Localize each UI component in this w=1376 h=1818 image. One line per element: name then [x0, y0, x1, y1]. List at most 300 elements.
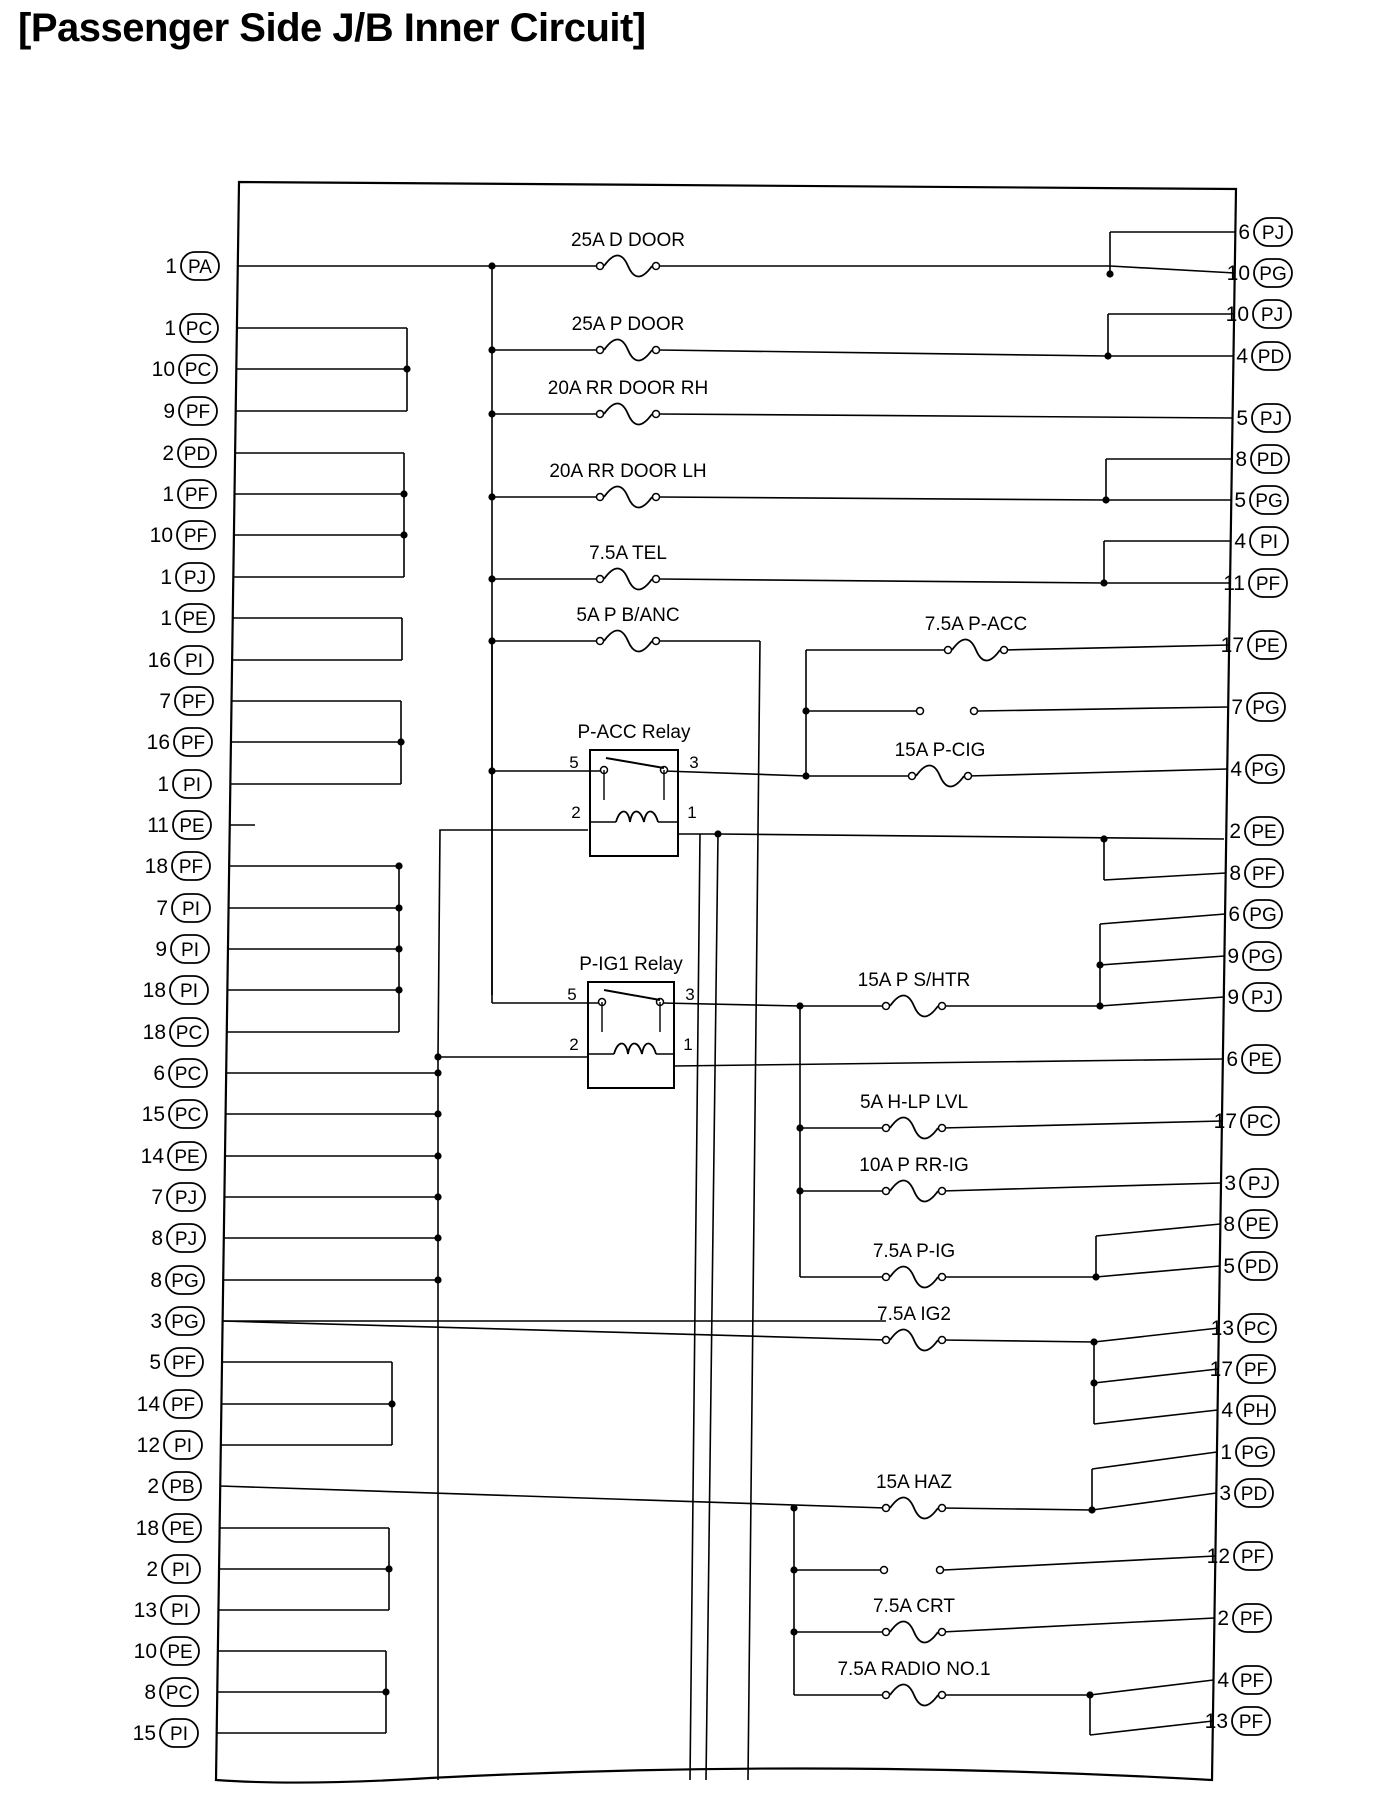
wire	[1100, 997, 1224, 1006]
fuse-terminal	[965, 773, 972, 780]
connector-code: PD	[1257, 347, 1285, 368]
fuse-label: 7.5A RADIO NO.1	[837, 1659, 991, 1680]
junction-dot	[1100, 579, 1107, 586]
junction-dot	[790, 1566, 797, 1573]
wire	[1096, 1266, 1220, 1277]
junction-dot	[403, 365, 410, 372]
wire	[1104, 873, 1226, 880]
connector-code: PE	[169, 1519, 195, 1540]
fuse-symbol	[890, 1622, 938, 1643]
right-terminal	[1226, 1045, 1280, 1073]
left-terminal	[147, 811, 211, 839]
wire	[718, 834, 1224, 839]
pin-number: 5	[1234, 489, 1246, 512]
connector-code: PE	[179, 816, 205, 837]
fuse-symbol	[604, 340, 652, 361]
pin-number: 4	[1236, 345, 1248, 368]
pin-number: 15	[132, 1722, 156, 1745]
wire	[968, 769, 1227, 776]
fuse-symbol	[952, 640, 1000, 661]
connector-code: PF	[171, 1353, 197, 1374]
pin-number: 6	[1238, 221, 1250, 244]
connector-code: PJ	[1250, 988, 1274, 1009]
junction-dot	[790, 1628, 797, 1635]
left-terminal	[150, 1307, 204, 1335]
pin-number: 2	[147, 1475, 159, 1498]
wire	[1094, 1410, 1218, 1424]
fuse-terminal	[653, 411, 660, 418]
connector-code: PF	[181, 692, 207, 713]
pin-number: 1	[164, 317, 176, 340]
junction-dot	[1106, 270, 1113, 277]
wire	[1090, 1680, 1214, 1695]
relay-label: P-IG1 Relay	[579, 954, 683, 975]
junction-dot	[790, 1504, 797, 1511]
connector-code: PD	[1244, 1257, 1272, 1278]
left-terminal	[143, 976, 208, 1004]
junction-dot	[1100, 835, 1107, 842]
fuse-terminal	[653, 494, 660, 501]
junction-dot	[488, 410, 495, 417]
junction-dot	[714, 830, 721, 837]
right-terminal	[1234, 486, 1288, 514]
pin-number: 14	[136, 1393, 160, 1416]
left-terminal	[156, 894, 210, 922]
pin-number: 18	[144, 855, 168, 878]
fuse-label: 5A H-LP LVL	[859, 1092, 969, 1113]
connector-code: PC	[174, 1064, 202, 1085]
relay-pin: 2	[569, 1035, 579, 1054]
connector-code: PI	[183, 775, 201, 796]
relay-pin: 3	[689, 753, 699, 772]
left-terminal	[141, 1142, 206, 1170]
wire	[944, 1556, 1215, 1570]
relay-coil	[616, 812, 658, 823]
pin-number: 4	[1230, 758, 1242, 781]
wire	[664, 771, 806, 776]
left-terminal	[134, 1596, 199, 1624]
fuse-terminal	[653, 576, 660, 583]
junction-dot	[434, 1234, 441, 1241]
pin-number: 18	[135, 1517, 159, 1540]
connector-code: PG	[1252, 698, 1280, 719]
pin-number: 8	[150, 1269, 162, 1292]
pin-number: 7	[1231, 696, 1243, 719]
connector-code: PC	[1243, 1319, 1271, 1340]
connector-code: PE	[174, 1147, 200, 1168]
junction-dot	[488, 346, 495, 353]
relay-pin: 5	[567, 985, 577, 1004]
connector-code: PI	[171, 1601, 189, 1622]
pin-number: 8	[1223, 1213, 1235, 1236]
junction-dot	[395, 986, 402, 993]
fuse-symbol	[890, 1498, 938, 1519]
pin-number: 1	[160, 566, 172, 589]
fuse	[945, 640, 1008, 661]
fuse	[597, 631, 660, 652]
right-terminal	[1224, 1169, 1278, 1197]
pin-number: 4	[1221, 1399, 1233, 1422]
relay	[588, 982, 674, 1088]
jb-frame	[216, 182, 1236, 1783]
junction-dot	[434, 1276, 441, 1283]
junction-dot	[796, 1187, 803, 1194]
relay-feed-wire	[706, 834, 718, 1780]
fuse-symbol	[890, 1330, 938, 1351]
junction-dot	[796, 1002, 803, 1009]
pin-number: 10	[1225, 303, 1249, 326]
left-terminal	[145, 852, 210, 880]
fuse	[883, 1498, 946, 1519]
left-terminal	[151, 1183, 205, 1211]
right-terminal	[1238, 218, 1292, 246]
connector-code: PJ	[174, 1188, 198, 1209]
right-terminal	[1205, 1707, 1270, 1735]
left-terminal	[149, 1348, 203, 1376]
right-terminal	[1229, 817, 1283, 845]
connector-code: PG	[1251, 760, 1279, 781]
pin-number: 15	[141, 1103, 165, 1126]
connector-code: PH	[1242, 1401, 1270, 1422]
fuse-terminal	[1001, 647, 1008, 654]
connector-code: PC	[185, 319, 213, 340]
fuse-label: 7.5A CRT	[872, 1596, 956, 1617]
wire	[1094, 1369, 1218, 1383]
wire	[1004, 645, 1229, 650]
junction-dot	[434, 1193, 441, 1200]
fuse-symbol	[890, 996, 938, 1017]
connector-code: PG	[171, 1271, 199, 1292]
connector-code: PJ	[1247, 1174, 1271, 1195]
connector-code: PI	[182, 899, 200, 920]
connector-code: PI	[172, 1560, 190, 1581]
vertical-wire	[690, 834, 700, 1780]
relay	[590, 750, 678, 856]
relay-pin: 1	[687, 803, 697, 822]
right-terminal	[1223, 1252, 1277, 1280]
junction-dot	[395, 862, 402, 869]
fuse-symbol	[890, 1267, 938, 1288]
junction-dot	[488, 493, 495, 500]
connector-code: PF	[1240, 1547, 1266, 1568]
switch-contact	[881, 1567, 888, 1574]
left-terminal	[152, 355, 217, 383]
right-terminal	[1221, 1396, 1275, 1424]
connector-code: PJ	[1259, 409, 1283, 430]
fuse-terminal	[883, 1692, 890, 1699]
junction-dot	[488, 637, 495, 644]
fuse-symbol	[890, 1181, 938, 1202]
left-terminal	[160, 563, 214, 591]
right-terminal	[1220, 1438, 1274, 1466]
fuse-label: 20A RR DOOR LH	[549, 461, 707, 482]
pin-number: 4	[1217, 1669, 1229, 1692]
connector-code: PB	[169, 1477, 195, 1498]
pin-number: 7	[156, 897, 168, 920]
fuse-terminal	[883, 1125, 890, 1132]
connector-code: PF	[178, 857, 204, 878]
relay-pin: 1	[683, 1035, 693, 1054]
pin-number: 10	[149, 524, 173, 547]
fuse-label: 7.5A IG2	[877, 1304, 951, 1325]
pin-number: 5	[149, 1351, 161, 1374]
pin-number: 1	[157, 773, 169, 796]
pin-number: 5	[1236, 407, 1248, 430]
fuse-terminal	[653, 263, 660, 270]
right-terminal	[1235, 445, 1289, 473]
pin-number: 12	[1206, 1545, 1230, 1568]
junction-dot	[397, 738, 404, 745]
connector-code: PF	[1251, 864, 1277, 885]
fuse-terminal	[597, 411, 604, 418]
right-terminal	[1210, 1355, 1275, 1383]
fuse-label: 10A P RR-IG	[859, 1155, 969, 1176]
junction-dot	[395, 904, 402, 911]
connector-code: PE	[167, 1642, 193, 1663]
connector-code: PJ	[1261, 223, 1285, 244]
connector-code: PG	[171, 1312, 199, 1333]
fuse-terminal	[909, 773, 916, 780]
connector-code: PI	[180, 981, 198, 1002]
wire	[1092, 1493, 1216, 1510]
acc-coil-wire	[438, 830, 588, 1057]
fuse	[597, 404, 660, 425]
fuse	[597, 256, 660, 277]
junction-dot	[802, 707, 809, 714]
pin-number: 1	[165, 255, 177, 278]
connector-code: PE	[1245, 1215, 1271, 1236]
pin-number: 9	[1227, 986, 1239, 1009]
pin-number: 1	[1220, 1441, 1232, 1464]
right-terminal	[1227, 942, 1281, 970]
pin-number: 2	[1229, 820, 1241, 843]
relay-pin: 5	[569, 753, 579, 772]
connector-code: PJ	[1260, 305, 1284, 326]
left-terminal	[143, 1018, 208, 1046]
left-terminal	[147, 1472, 201, 1500]
fuse-terminal	[883, 1629, 890, 1636]
connector-code: PF	[185, 402, 211, 423]
fuse-label: 20A RR DOOR RH	[547, 378, 709, 399]
pin-number: 12	[136, 1434, 160, 1457]
left-terminal	[150, 521, 215, 549]
connector-code: PI	[1260, 532, 1278, 553]
right-terminal	[1223, 1210, 1277, 1238]
fuse	[883, 996, 946, 1017]
connector-code: PF	[1255, 574, 1281, 595]
wire	[1100, 914, 1225, 924]
fuse	[597, 569, 660, 590]
left-terminal	[150, 1266, 204, 1294]
junction-dot	[1086, 1691, 1093, 1698]
pin-number: 7	[151, 1186, 163, 1209]
right-terminal	[1227, 259, 1292, 287]
pin-number: 6	[1226, 1048, 1238, 1071]
wire	[1094, 1328, 1219, 1342]
fuse-symbol	[604, 569, 652, 590]
pin-number: 9	[1227, 945, 1239, 968]
connector-code: PE	[1251, 822, 1277, 843]
junction-dot	[1090, 1379, 1097, 1386]
wire	[942, 1618, 1214, 1632]
fuse	[597, 487, 660, 508]
fuse-terminal	[939, 1692, 946, 1699]
fuse-terminal	[883, 1003, 890, 1010]
left-terminal	[137, 1431, 202, 1459]
left-terminal	[157, 770, 211, 798]
pin-number: 8	[1235, 448, 1247, 471]
right-terminal	[1227, 983, 1281, 1011]
connector-code: PF	[1239, 1609, 1265, 1630]
connector-code: PJ	[183, 568, 207, 589]
connector-code: PC	[1246, 1112, 1274, 1133]
connector-code: PJ	[174, 1229, 198, 1250]
fuse-symbol	[604, 487, 652, 508]
connector-code: PF	[1238, 1712, 1264, 1733]
fuse	[883, 1181, 946, 1202]
pin-number: 9	[163, 400, 175, 423]
wire	[223, 1321, 886, 1340]
relay-switch	[606, 758, 664, 768]
connector-code: PD	[1240, 1484, 1268, 1505]
connector-code: PF	[184, 485, 210, 506]
connector-code: PG	[1259, 264, 1287, 285]
wire	[659, 350, 1108, 356]
page-title: [Passenger Side J/B Inner Circuit]	[18, 6, 646, 50]
relay-pin: 2	[571, 803, 581, 822]
fuse-terminal	[883, 1188, 890, 1195]
pin-number: 17	[1209, 1358, 1233, 1381]
connector-code: PD	[1256, 450, 1284, 471]
wire	[942, 1508, 1092, 1510]
pin-number: 3	[150, 1310, 162, 1333]
wire	[1090, 1721, 1213, 1735]
fuse	[883, 1622, 946, 1643]
fuse-symbol	[890, 1118, 938, 1139]
left-terminal	[159, 687, 213, 715]
pin-number: 8	[1229, 862, 1241, 885]
wire	[659, 414, 1233, 418]
pin-number: 4	[1234, 530, 1246, 553]
left-terminal	[147, 728, 212, 756]
junction-dot	[1096, 961, 1103, 968]
fuse-symbol	[604, 404, 652, 425]
fuse-label: 7.5A P-IG	[872, 1241, 956, 1262]
pin-number: 16	[146, 731, 170, 754]
fuse-terminal	[883, 1505, 890, 1512]
wire	[659, 579, 1104, 583]
fuse-label: 15A P S/HTR	[857, 970, 971, 991]
left-terminal	[134, 1637, 199, 1665]
pin-number: 10	[133, 1640, 157, 1663]
fuse-terminal	[939, 1274, 946, 1281]
left-terminal	[160, 604, 214, 632]
left-terminal	[162, 439, 216, 467]
pin-number: 5	[1223, 1255, 1235, 1278]
left-terminal	[142, 1100, 207, 1128]
relay-label: P-ACC Relay	[577, 722, 691, 743]
right-terminal	[1236, 404, 1290, 432]
right-terminal	[1234, 527, 1288, 555]
right-terminal	[1229, 859, 1283, 887]
left-terminal	[165, 252, 219, 280]
junction-dot	[1088, 1506, 1095, 1513]
junction-dot	[488, 767, 495, 774]
fuse-label: 15A P-CIG	[894, 740, 986, 761]
pin-number: 2	[1217, 1607, 1229, 1630]
left-terminal	[144, 1678, 198, 1706]
connector-code: PI	[185, 651, 203, 672]
wire	[659, 497, 1106, 500]
right-terminal	[1221, 631, 1286, 659]
fuse-label: 25A P DOOR	[571, 314, 685, 335]
pin-number: 17	[1213, 1110, 1237, 1133]
wire	[942, 1340, 1094, 1342]
fuse-symbol	[604, 631, 652, 652]
right-terminal	[1217, 1604, 1271, 1632]
fuse-label: 5A P B/ANC	[576, 605, 680, 626]
connector-code: PG	[1241, 1443, 1269, 1464]
connector-code: PF	[180, 733, 206, 754]
fuse-symbol	[604, 256, 652, 277]
connector-code: PG	[1249, 905, 1277, 926]
pin-number: 18	[142, 1021, 166, 1044]
connector-code: PE	[182, 609, 208, 630]
junction-dot	[434, 1069, 441, 1076]
junction-dot	[1104, 352, 1111, 359]
connector-code: PI	[181, 940, 199, 961]
pin-number: 2	[162, 442, 174, 465]
left-terminal	[155, 935, 209, 963]
junction-dot	[1092, 1273, 1099, 1280]
fuse-label: 15A HAZ	[875, 1472, 953, 1493]
fuse-terminal	[939, 1629, 946, 1636]
connector-code: PC	[174, 1105, 202, 1126]
right-terminal	[1219, 1479, 1273, 1507]
left-terminal	[137, 1390, 202, 1418]
pin-number: 8	[151, 1227, 163, 1250]
connector-code: PF	[170, 1395, 196, 1416]
right-terminal	[1214, 1107, 1279, 1135]
left-terminal	[163, 397, 217, 425]
pin-number: 16	[147, 649, 171, 672]
fuse	[909, 766, 972, 787]
fuse-terminal	[939, 1003, 946, 1010]
junction-dot	[488, 575, 495, 582]
fuse-terminal	[939, 1188, 946, 1195]
junction-dot	[1096, 1002, 1103, 1009]
wire	[942, 1121, 1222, 1128]
right-terminal	[1226, 300, 1291, 328]
pin-number: 2	[146, 1558, 158, 1581]
switch-contact	[917, 708, 924, 715]
right-terminal	[1231, 693, 1285, 721]
fuse-terminal	[883, 1337, 890, 1344]
junction-dot	[385, 1565, 392, 1572]
pin-number: 11	[147, 814, 169, 837]
junction-dot	[434, 1053, 441, 1060]
switch-contact	[937, 1567, 944, 1574]
pin-number: 1	[160, 607, 172, 630]
connector-code: PI	[170, 1724, 188, 1745]
right-terminal	[1211, 1314, 1276, 1342]
junction-dot	[434, 1110, 441, 1117]
pin-number: 3	[1224, 1172, 1236, 1195]
left-terminal	[151, 1224, 205, 1252]
pin-number: 17	[1220, 634, 1244, 657]
fuse	[883, 1330, 946, 1351]
relay-switch	[604, 990, 660, 1000]
